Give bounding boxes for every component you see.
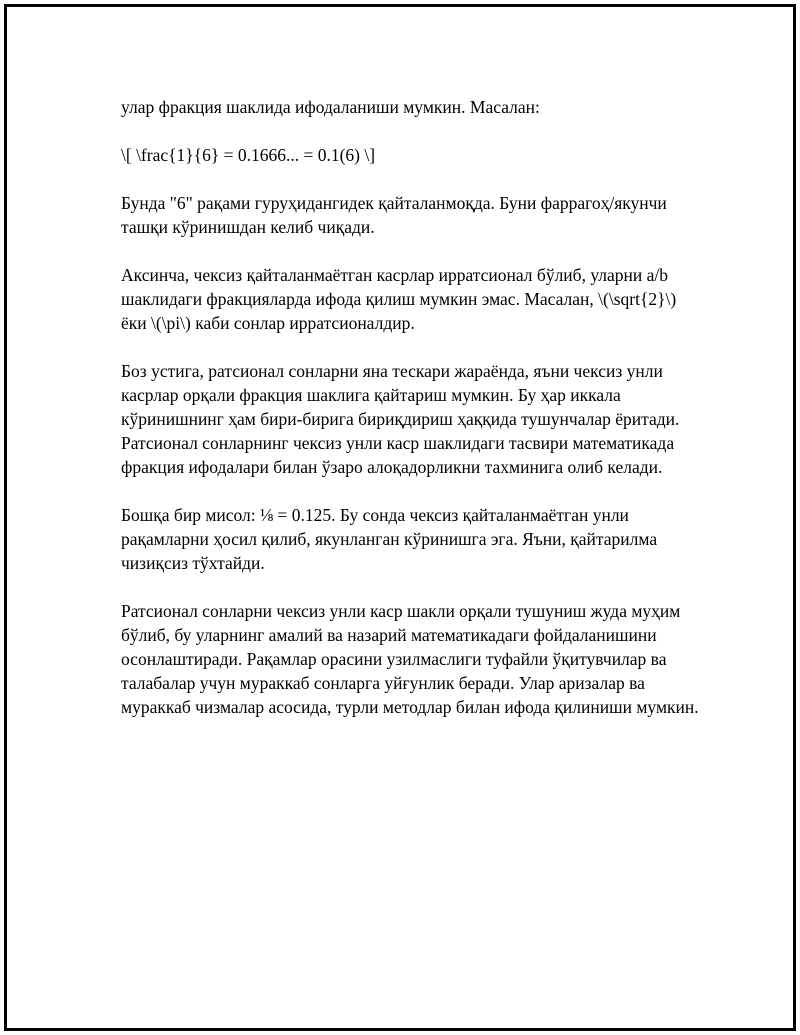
- paragraph-reverse-process: Боз устига, ратсионал сонларни яна тескари жараёнда, яъни чексиз унли касрлар орқали фракция шаклига қайтариш мумкин. Бу ҳар иккала кўринишнинг ҳам бири-бирига бириқдириш ҳаққида тушунчалар ёритади. Ратсионал сонларнинг чексиз унли каср шаклидаги тасвири математикада фракция ифодалари билан ўзаро алоқадорликни тахминига олиб келади.: [121, 361, 680, 477]
- paragraph-example: Бошқа бир мисол: ⅛ = 0.125. Бу сонда чексиз қайталанмаётган унли рақамларни ҳосил қилиб, якунланган кўринишга эга. Яъни, қайтарилма чизиқсиз тўхтайди.: [121, 505, 658, 573]
- paragraph-intro: улар фракция шаклида ифодаланиши мумкин. Масалан:: [121, 97, 540, 117]
- paragraph-formula: \[ \frac{1}{6} = 0.1666... = 0.1(6) \]: [121, 145, 376, 165]
- paragraph-irrational: Аксинча, чексиз қайталанмаётган касрлар ирратсионал бўлиб, уларни a/b шаклидаги фракцияларда ифода қилиш мумкин эмас. Масалан, \(\sqrt{2}\) ёки \(\pi\) каби сонлар ирратсионалдир.: [121, 265, 677, 333]
- paragraph-conclusion: Ратсионал сонларни чексиз унли каср шакли орқали тушуниш жуда муҳим бўлиб, бу уларнинг амалий ва назарий математикадаги фойдаланишини осонлаштиради. Рақамлар орасини узилмаслиги туфайли ўқитувчилар ва талабалар учун мураккаб сонларга уйғунлик беради. Улар аризалар ва мураккаб чизмалар асосида, турли методлар билан ифода қилиниши мумкин.: [121, 601, 699, 717]
- document-body: [121, 95, 701, 743]
- document-page: [4, 4, 796, 1031]
- paragraph-repeat-explanation: Бунда "6" рақами гуруҳидангидек қайталанмоқда. Буни фаррагоҳ/якунчи ташқи кўринишдан келиб чиқади.: [121, 193, 667, 237]
